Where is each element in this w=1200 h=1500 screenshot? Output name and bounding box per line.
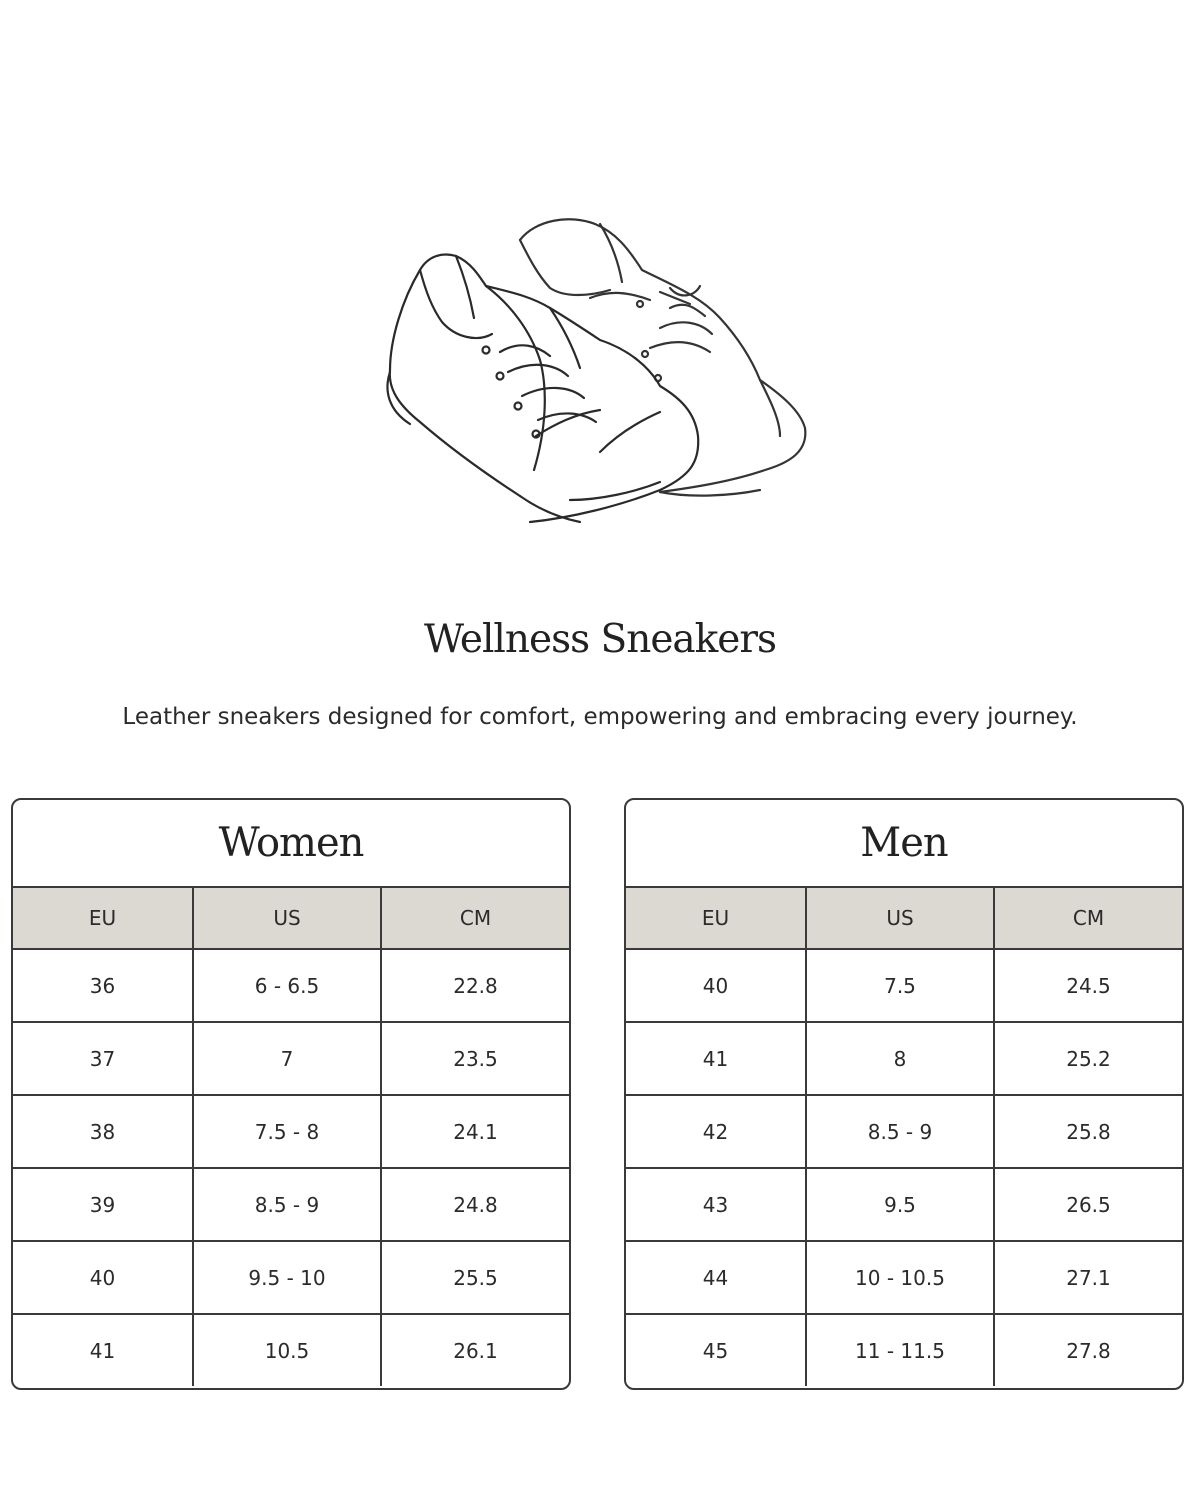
cell-eu: 37 [13,1022,193,1095]
women-size-grid [13,888,569,1386]
cell-cm: 24.1 [381,1095,569,1168]
table-row [13,1095,569,1168]
column-header-us: US [806,888,994,949]
cell-cm: 22.8 [381,949,569,1022]
cell-us: 9.5 [806,1168,994,1241]
cell-eu: 40 [626,949,806,1022]
table-row [626,949,1182,1022]
cell-cm: 25.2 [994,1022,1182,1095]
women-size-table [11,798,571,1390]
cell-us: 8 [806,1022,994,1095]
cell-cm: 26.1 [453,1338,498,1363]
cell-us: 6 - 6.5 [193,949,381,1022]
cell-cm: 25.8 [994,1095,1182,1168]
column-header-cm: CM [994,888,1182,949]
cell-cm: 27.1 [994,1241,1182,1314]
table-header-row [626,888,1182,949]
cell-us: 7.5 - 8 [193,1095,381,1168]
column-header-us: US [193,888,381,949]
column-header-eu: EU [13,888,193,949]
table-header-row [13,888,569,949]
table-row [13,1314,569,1386]
men-table-title: Men [626,800,1182,888]
cell-eu: 43 [626,1168,806,1241]
cell-eu: 42 [626,1095,806,1168]
table-row [13,1022,569,1095]
cell-cm: 25.5 [381,1241,569,1314]
cell-us: 7 [193,1022,381,1095]
cell-cm: 27.8 [1066,1338,1111,1363]
front-sneaker [387,255,698,522]
cell-cm: 23.5 [381,1022,569,1095]
product-description: Leather sneakers designed for comfort, empowering and embracing every journey. [122,704,1078,730]
men-size-table [624,798,1184,1390]
table-row [626,1241,1182,1314]
cell-cm: 24.8 [381,1168,569,1241]
column-header-eu: EU [626,888,806,949]
cell-eu: 36 [13,949,193,1022]
cell-eu: 45 [626,1314,806,1386]
table-row [13,949,569,1022]
back-sneaker [520,219,805,495]
women-table-title: Women [13,800,569,888]
sneakers-sketch-icon [360,200,840,570]
cell-eu: 40 [13,1241,193,1314]
column-header-cm: CM [381,888,569,949]
cell-cm: 24.5 [994,949,1182,1022]
table-row [13,1241,569,1314]
cell-us: 8.5 - 9 [193,1168,381,1241]
cell-us: 7.5 [806,949,994,1022]
cell-us: 9.5 - 10 [193,1241,381,1314]
table-row [626,1314,1182,1386]
table-row [626,1095,1182,1168]
cell-us: 11 - 11.5 [806,1314,994,1386]
table-row [13,1168,569,1241]
cell-eu: 39 [13,1168,193,1241]
cell-us: 8.5 - 9 [806,1095,994,1168]
cell-cm: 26.5 [994,1168,1182,1241]
cell-eu: 44 [626,1241,806,1314]
table-row [626,1168,1182,1241]
product-title: Wellness Sneakers [423,617,777,662]
cell-eu: 41 [626,1022,806,1095]
cell-us: 10 - 10.5 [806,1241,994,1314]
cell-eu: 41 [13,1314,193,1386]
cell-us: 10.5 [193,1314,381,1386]
men-size-grid [626,888,1182,1386]
cell-eu: 38 [13,1095,193,1168]
table-row [626,1022,1182,1095]
